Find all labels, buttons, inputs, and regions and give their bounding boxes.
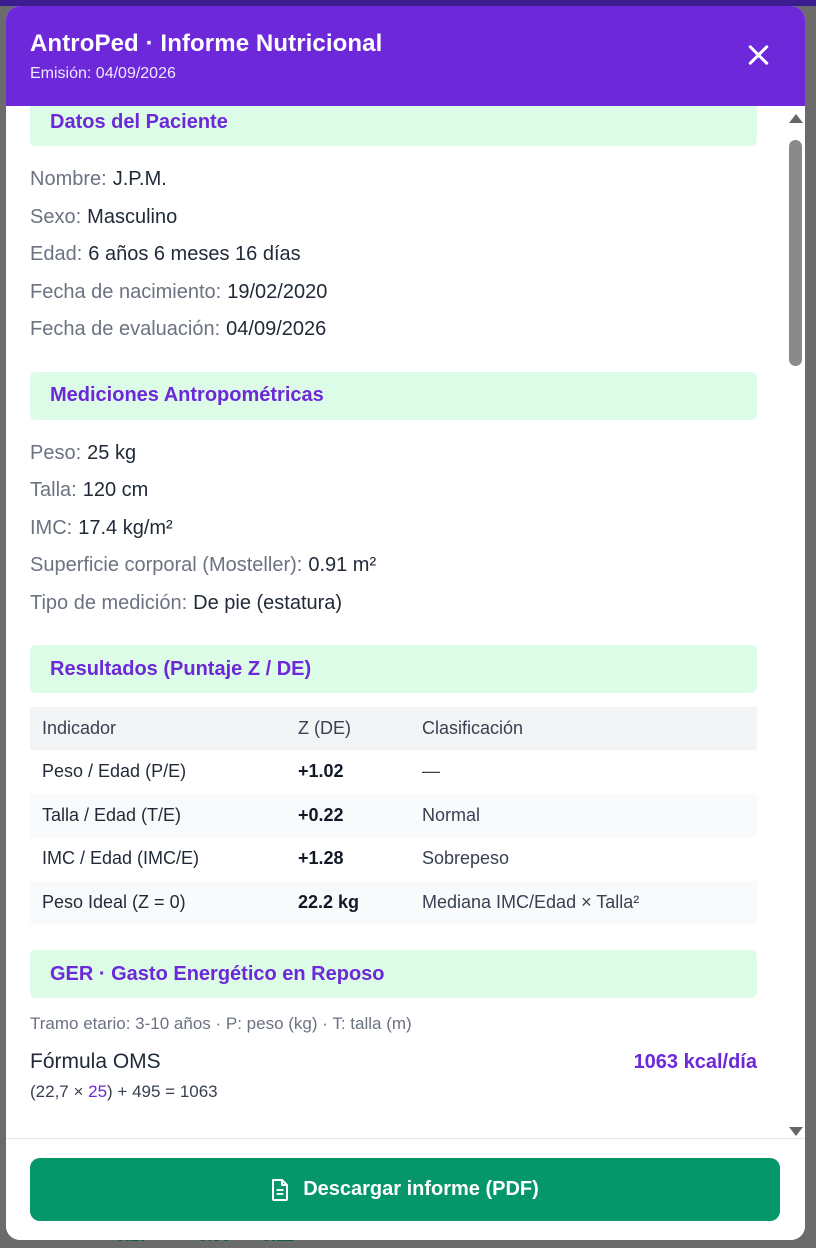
cell-z: +1.28 — [298, 848, 344, 869]
field-label: Fecha de nacimiento: — [30, 280, 222, 303]
scroll-thumb[interactable] — [789, 140, 802, 366]
field-value: 6 años 6 meses 16 días — [88, 243, 301, 265]
field-value: Masculino — [87, 205, 178, 228]
table-header-row — [30, 707, 757, 750]
field-label: Sexo: — [30, 205, 82, 228]
field-weight — [30, 440, 757, 478]
column-header-indicator: Indicador — [30, 707, 286, 750]
formula-weight: 25 — [88, 1082, 108, 1101]
field-evaluation-date — [30, 316, 757, 354]
table-row — [30, 794, 757, 838]
section-header-ger: GER · Gasto Energético en Reposo — [30, 950, 757, 998]
download-button-label: Descargar informe (PDF) — [303, 1178, 539, 1200]
formula-prefix: (22,7 × — [30, 1082, 89, 1101]
cell-indicator: Talla / Edad (T/E) — [30, 794, 286, 838]
field-label: Edad: — [30, 243, 83, 265]
cell-z: 22.2 kg — [286, 881, 410, 925]
cell-z: +1.02 — [298, 761, 344, 782]
field-value: 120 cm — [82, 479, 149, 501]
field-label: IMC: — [30, 516, 73, 539]
field-label: Peso: — [30, 441, 82, 464]
table-row — [30, 881, 757, 925]
field-value: De pie (estatura) — [193, 591, 343, 614]
field-label: Nombre: — [30, 168, 107, 190]
column-header-z: Z (DE) — [286, 707, 410, 750]
patient-fields — [30, 146, 757, 354]
field-name — [30, 166, 757, 204]
field-value: 0.91 m² — [308, 554, 377, 576]
formula-suffix: ) + 495 = 1063 — [107, 1082, 218, 1101]
formula-name: Fórmula OMS — [30, 1050, 161, 1073]
field-height — [30, 477, 757, 515]
field-label: Fecha de evaluación: — [30, 318, 221, 340]
formula-value: 1063 kcal/día — [633, 1051, 757, 1073]
ger-note: Tramo etario: 3-10 años · P: peso (kg) · T: talla (m) — [30, 1014, 412, 1033]
cell-classification: — — [422, 761, 440, 782]
modal-footer — [6, 1138, 805, 1240]
field-value: 19/02/2020 — [227, 280, 328, 303]
modal-title: AntroPed · Informe Nutricional — [30, 30, 383, 57]
report-modal — [6, 6, 805, 1240]
field-label: Superficie corporal (Mosteller): — [30, 554, 303, 576]
column-header-classification: Clasificación — [410, 707, 757, 750]
field-value: J.P.M. — [112, 168, 167, 190]
scroll-down-arrow-icon[interactable] — [789, 1127, 803, 1136]
field-value: 25 kg — [87, 441, 137, 464]
field-body-surface — [30, 552, 757, 590]
document-icon — [271, 1179, 289, 1201]
cell-indicator: Peso / Edad (P/E) — [42, 761, 187, 782]
cell-classification: Mediana IMC/Edad × Talla² — [410, 881, 757, 925]
cell-indicator: Peso Ideal (Z = 0) — [30, 881, 286, 925]
table-row — [30, 750, 757, 794]
cell-classification: Sobrepeso — [422, 848, 510, 869]
field-sex — [30, 204, 757, 242]
cell-classification: Normal — [410, 794, 757, 838]
close-icon[interactable] — [747, 44, 769, 66]
download-pdf-button[interactable] — [30, 1158, 780, 1221]
field-value: 17.4 kg/m² — [78, 516, 173, 539]
modal-header — [6, 6, 805, 106]
field-value: 04/09/2026 — [226, 318, 327, 340]
cell-z: +0.22 — [286, 794, 410, 838]
scrollbar[interactable] — [786, 106, 805, 1138]
field-age — [30, 241, 757, 279]
modal-content — [6, 106, 786, 1138]
section-header-measurements: Mediciones Antropométricas — [30, 372, 757, 420]
results-table — [30, 707, 757, 924]
field-measurement-type — [30, 590, 757, 628]
field-label: Tipo de medición: — [30, 591, 188, 614]
section-header-patient: Datos del Paciente — [30, 106, 757, 146]
section-header-results: Resultados (Puntaje Z / DE) — [30, 645, 757, 693]
field-bmi — [30, 515, 757, 553]
issue-date: Emisión: 04/09/2026 — [30, 65, 176, 82]
measurement-fields — [30, 420, 757, 628]
ger-formula-row — [30, 1050, 757, 1074]
formula-expression — [30, 1082, 757, 1102]
table-row — [30, 837, 757, 881]
scroll-up-arrow-icon[interactable] — [789, 114, 803, 123]
cell-indicator: IMC / Edad (IMC/E) — [42, 848, 200, 869]
field-birth-date — [30, 279, 757, 317]
field-label: Talla: — [30, 479, 77, 501]
